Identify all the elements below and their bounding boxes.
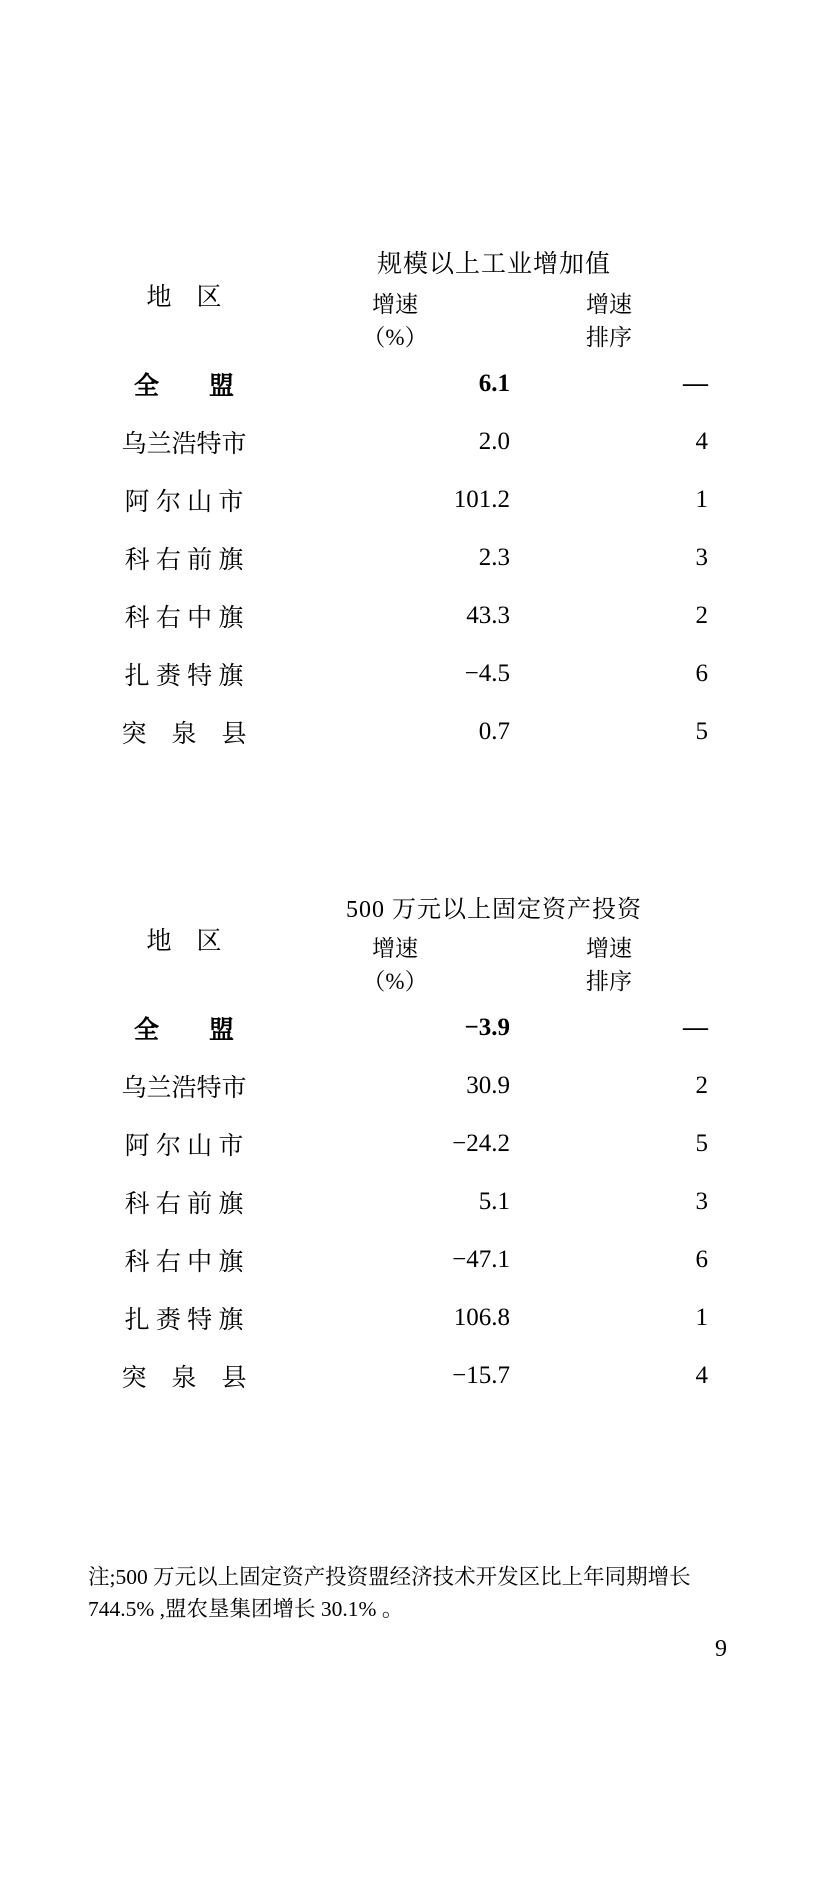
cell-growth-rank: 2 [695, 601, 709, 629]
cell-growth-rank: 4 [695, 1361, 708, 1389]
table-row [88, 413, 708, 471]
cell-region: 科 右 中 旗 [124, 1248, 244, 1276]
cell-growth-rate: 2.3 [478, 543, 510, 571]
cell-growth-rank: 5 [695, 717, 709, 745]
cell-growth-rate: −3.9 [464, 1013, 510, 1041]
cell-region: 突 泉 县 [121, 1364, 247, 1392]
table [88, 880, 708, 1405]
table-row [88, 1057, 708, 1115]
cell-growth-rate: 30.9 [466, 1071, 510, 1099]
cell-growth-rate: 6.1 [478, 369, 510, 397]
cell-growth-rate: −24.2 [452, 1129, 510, 1157]
cell-growth-rank: 6 [695, 1245, 708, 1273]
cell-region: 乌兰浩特市 [121, 1074, 247, 1102]
cell-growth-rank: 3 [695, 543, 709, 571]
statistics-table-industry [88, 236, 708, 761]
cell-growth-rank: 4 [695, 427, 709, 455]
table-row [88, 471, 708, 529]
subheader-line1: 增速 [586, 936, 632, 961]
cell-growth-rank: 3 [695, 1187, 708, 1215]
column-header-region: 地 区 [146, 928, 222, 956]
statistics-table-investment [88, 880, 708, 1405]
cell-region: 扎 赉 特 旗 [124, 662, 244, 690]
table-row [88, 355, 708, 413]
column-group-header: 规模以上工业增加值 [377, 251, 612, 278]
cell-growth-rate: −47.1 [452, 1245, 510, 1273]
cell-growth-rate: 5.1 [478, 1187, 510, 1215]
cell-growth-rate: 101.2 [453, 485, 510, 513]
table-row [88, 999, 708, 1057]
cell-growth-rate: −4.5 [464, 659, 510, 687]
page-number: 9 [715, 1636, 727, 1662]
cell-growth-rate: 0.7 [478, 717, 510, 745]
cell-region: 科 右 中 旗 [124, 604, 244, 632]
cell-region: 阿 尔 山 市 [124, 488, 244, 516]
table-row [88, 1289, 708, 1347]
cell-region: 全 盟 [133, 372, 234, 400]
cell-region: 全 盟 [133, 1016, 234, 1044]
column-header-growth-rate [280, 932, 510, 999]
cell-region: 扎 赉 特 旗 [124, 1306, 244, 1334]
table-row [88, 1115, 708, 1173]
cell-region: 科 右 前 旗 [124, 1190, 244, 1218]
cell-region: 乌兰浩特市 [121, 430, 247, 458]
cell-growth-rank: 2 [695, 1071, 708, 1099]
cell-growth-rank: 1 [695, 485, 709, 513]
cell-region: 科 右 前 旗 [124, 546, 244, 574]
cell-region: 阿 尔 山 市 [124, 1132, 244, 1160]
cell-growth-rate: 106.8 [453, 1303, 510, 1331]
column-header-growth-rank [510, 288, 708, 355]
column-header-growth-rank [510, 932, 708, 999]
table-row [88, 529, 708, 587]
subheader-line1: 增速 [372, 936, 418, 961]
cell-growth-rank: — [683, 369, 709, 397]
cell-growth-rank: — [683, 1013, 708, 1041]
subheader-line2: （%） [362, 325, 428, 351]
subheader-line1: 增速 [372, 292, 418, 317]
table [88, 236, 708, 761]
table-row [88, 587, 708, 645]
cell-growth-rank: 5 [695, 1129, 708, 1157]
cell-growth-rank: 6 [695, 659, 709, 687]
table-row [88, 1347, 708, 1405]
subheader-line1: 增速 [586, 292, 632, 317]
subheader-line2: 排序 [586, 325, 632, 351]
cell-growth-rate: 2.0 [478, 427, 510, 455]
table-row [88, 1173, 708, 1231]
table-row [88, 703, 708, 761]
subheader-line2: （%） [362, 969, 428, 995]
cell-growth-rate: −15.7 [452, 1361, 510, 1389]
table-header-row [88, 880, 708, 932]
cell-growth-rank: 1 [695, 1303, 708, 1331]
column-group-header: 500 万元以上固定资产投资 [346, 896, 642, 923]
table-row [88, 1231, 708, 1289]
column-header-region: 地 区 [146, 284, 222, 312]
subheader-line2: 排序 [586, 969, 632, 995]
cell-region: 突 泉 县 [121, 720, 247, 748]
cell-growth-rate: 43.3 [466, 601, 510, 629]
column-header-growth-rate [280, 288, 510, 355]
table-header-row [88, 236, 708, 288]
table-row [88, 645, 708, 703]
table-footnote: 注;500 万元以上固定资产投资盟经济技术开发区比上年同期增长 744.5% ,盟农垦集团增长 30.1% 。 [88, 1565, 691, 1622]
